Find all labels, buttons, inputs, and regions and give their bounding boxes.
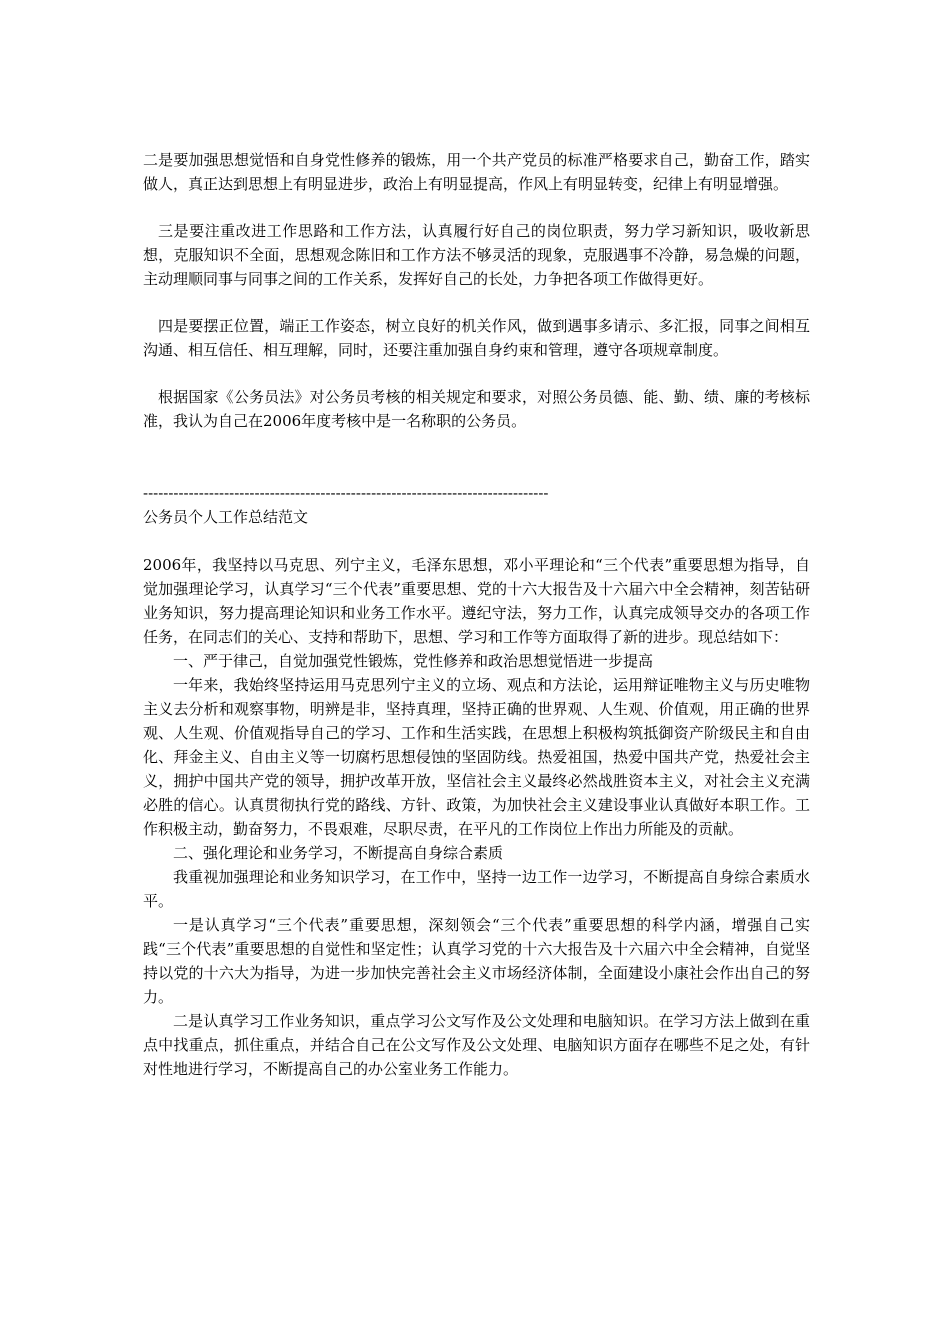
paragraph-study-overview: 我重视加强理论和业务知识学习，在工作中，坚持一边工作一边学习，不断提高自身综合素质水平。 — [143, 868, 810, 910]
paragraph-business-knowledge: 二是认真学习工作业务知识，重点学习公文写作及公文处理和电脑知识。在学习方法上做到在重点中找重点，抓住重点，并结合自己在公文写作及公文处理、电脑知识方面存在哪些不足之处，有针对性地进行学习，不断提高自己的办公室业务工作能力。 — [143, 1012, 810, 1078]
section-heading-2: 二、强化理论和业务学习，不断提高自身综合素质 — [173, 844, 504, 862]
document-page — [143, 148, 810, 1081]
paragraph-work-methods: 三是要注重改进工作思路和工作方法，认真履行好自己的岗位职责，努力学习新知识，吸收新思想，克服知识不全面，思想观念陈旧和工作方法不够灵活的现象，克服遇事不冷静，易急燥的问题，主动理顺同事与同事之间的工作关系，发挥好自己的长处，力争把各项工作做得更好。 — [143, 222, 810, 288]
paragraph-position-attitude: 四是要摆正位置，端正工作姿态，树立良好的机关作风，做到遇事多请示、多汇报，同事之间相互沟通、相互信任、相互理解，同时，还要注重加强自身约束和管理，遵守各项规章制度。 — [143, 317, 810, 359]
paragraph-three-represents: 一是认真学习“三个代表”重要思想，深刻领会“三个代表”重要思想的科学内涵，增强自己实践“三个代表”重要思想的自觉性和坚定性；认真学习党的十六大报告及十六届六中全会精神，自觉坚持以党的十六大为指导，为进一步加快完善社会主义市场经济体制，全面建设小康社会作出自己的努力。 — [143, 916, 810, 1006]
paragraph-intro-summary: 2006年，我坚持以马克思、列宁主义，毛泽东思想，邓小平理论和“三个代表”重要思想为指导，自觉加强理论学习，认真学习“三个代表”重要思想、党的十六大报告及十六届六中全会精神，刻苦钻研业务知识，努力提高理论知识和业务工作水平。遵纪守法，努力工作，认真完成领导交办的各项工作任务，在同志们的关心、支持和帮助下，思想、学习和工作等方面取得了新的进步。现总结如下： — [143, 556, 810, 646]
document-title: 公务员个人工作总结范文 — [143, 508, 309, 526]
section-heading-1: 一、严于律己，自觉加强党性锻炼，党性修养和政治思想觉悟进一步提高 — [173, 652, 654, 670]
paragraph-ideology-training: 二是要加强思想觉悟和自身党性修养的锻炼，用一个共产党员的标准严格要求自己，勤奋工作，踏实做人，真正达到思想上有明显进步，政治上有明显提高，作风上有明显转变，纪律上有明显增强。 — [143, 151, 810, 193]
paragraph-political-study: 一年来，我始终坚持运用马克思列宁主义的立场、观点和方法论，运用辩证唯物主义与历史唯物主义去分析和观察事物，明辨是非，坚持真理，坚持正确的世界观、人生观、价值观，用正确的世界观、人生观、价值观指导自己的学习、工作和生活实践，在思想上积极构筑抵御资产阶级民主和自由化、拜金主义、自由主义等一切腐朽思想侵蚀的坚固防线。热爱祖国，热爱中国共产党，热爱社会主义，拥护中国共产党的领导，拥护改革开放，坚信社会主义最终必然战胜资本主义，对社会主义充满必胜的信心。认真贯彻执行党的路线、方针、政策，为加快社会主义建设事业认真做好本职工作。工作积极主动，勤奋努力，不畏艰难，尽职尽责，在平凡的工作岗位上作出力所能及的贡献。 — [143, 676, 810, 838]
separator-line: -------------------------------------------------------------------------------- — [143, 484, 549, 502]
paragraph-assessment-conclusion: 根据国家《公务员法》对公务员考核的相关规定和要求，对照公务员德、能、勤、绩、廉的考核标准，我认为自己在2006年度考核中是一名称职的公务员。 — [143, 388, 810, 430]
